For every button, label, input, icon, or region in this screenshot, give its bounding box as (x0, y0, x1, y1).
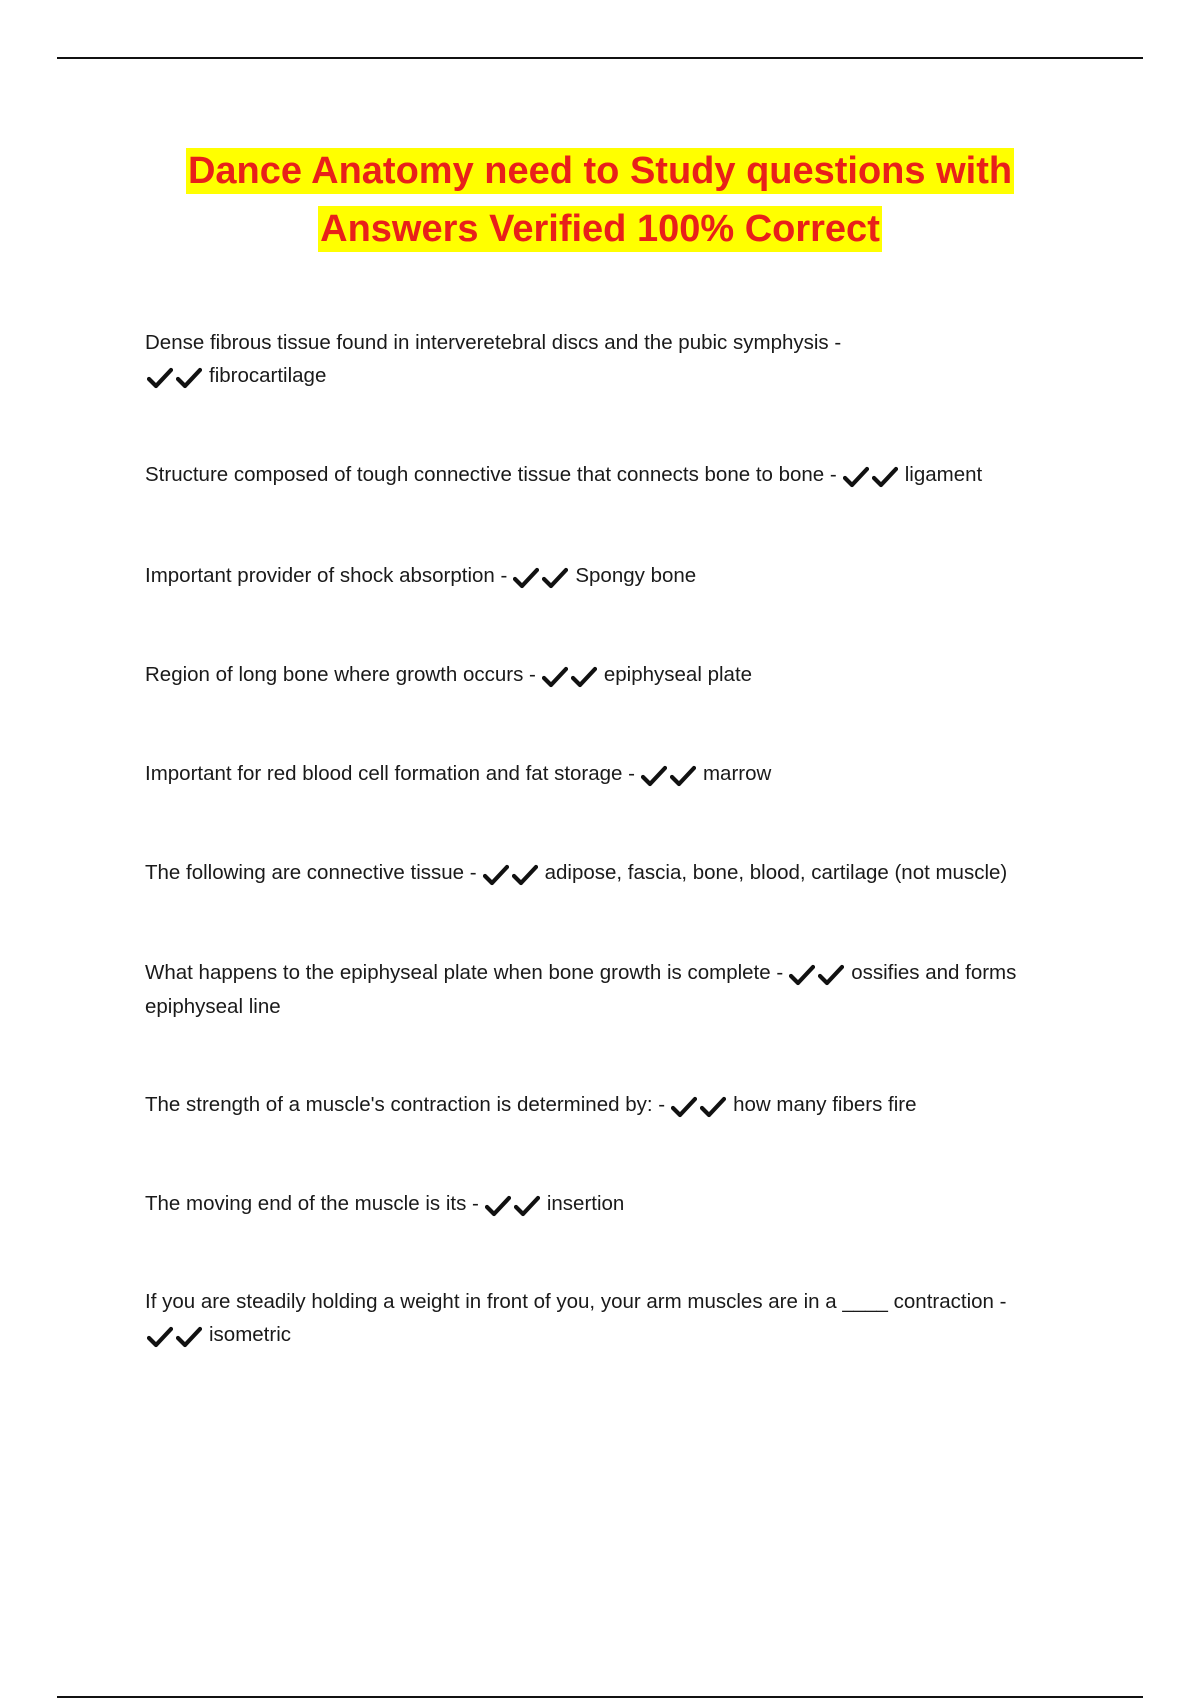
answer-text: how many fibers fire (733, 1093, 917, 1116)
title-line-1: Dance Anatomy need to Study questions with (187, 150, 1013, 192)
question-text: Dense fibrous tissue found in interveretebral discs and the pubic symphysis - (145, 331, 842, 354)
double-checkmark-icon (843, 459, 901, 492)
double-checkmark-icon (789, 957, 847, 990)
question-text: The strength of a muscle's contraction is determined by: - (145, 1093, 666, 1116)
answer-text: adipose, fascia, bone, blood, cartilage (not muscle) (544, 861, 1008, 884)
question-text: What happens to the epiphyseal plate when bone growth is complete - (145, 961, 784, 984)
page-title (0, 142, 1200, 258)
double-checkmark-icon (542, 659, 600, 692)
double-checkmark-icon (641, 758, 699, 791)
top-rule (57, 57, 1143, 59)
title-line-2: Answers Verified 100% Correct (320, 208, 880, 250)
double-checkmark-icon (671, 1089, 729, 1122)
double-checkmark-icon (483, 857, 541, 890)
qa-item (145, 458, 1090, 492)
answer-text: isometric (209, 1323, 292, 1346)
qa-item (145, 326, 1090, 393)
bottom-rule (57, 1696, 1143, 1698)
answer-text: epiphyseal plate (603, 663, 753, 686)
qa-item (145, 856, 1090, 890)
qa-item (145, 956, 1045, 1023)
answer-text: insertion (546, 1192, 625, 1215)
qa-item (145, 1088, 1090, 1122)
qa-item (145, 1187, 1090, 1221)
qa-item (145, 1285, 1090, 1352)
question-text: Important for red blood cell formation and fat storage - (145, 762, 635, 785)
answer-text: marrow (702, 762, 772, 785)
qa-item (145, 658, 1090, 692)
question-text: Region of long bone where growth occurs - (145, 663, 536, 686)
question-text: The moving end of the muscle is its - (145, 1192, 479, 1215)
question-text: The following are connective tissue - (145, 861, 477, 884)
answer-text: ligament (904, 463, 983, 486)
question-text: Structure composed of tough connective tissue that connects bone to bone - (145, 463, 837, 486)
answer-text: ossifies and forms epiphyseal line (145, 961, 1017, 1018)
double-checkmark-icon (147, 1319, 205, 1352)
question-text: Important provider of shock absorption - (145, 564, 508, 587)
answer-text: fibrocartilage (209, 364, 327, 387)
answer-text: Spongy bone (575, 564, 697, 587)
double-checkmark-icon (485, 1188, 543, 1221)
double-checkmark-icon (147, 360, 205, 393)
double-checkmark-icon (513, 560, 571, 593)
question-text: If you are steadily holding a weight in front of you, your arm muscles are in a ____ contraction - (145, 1290, 1007, 1313)
qa-item (145, 559, 1090, 593)
qa-item (145, 757, 1090, 791)
